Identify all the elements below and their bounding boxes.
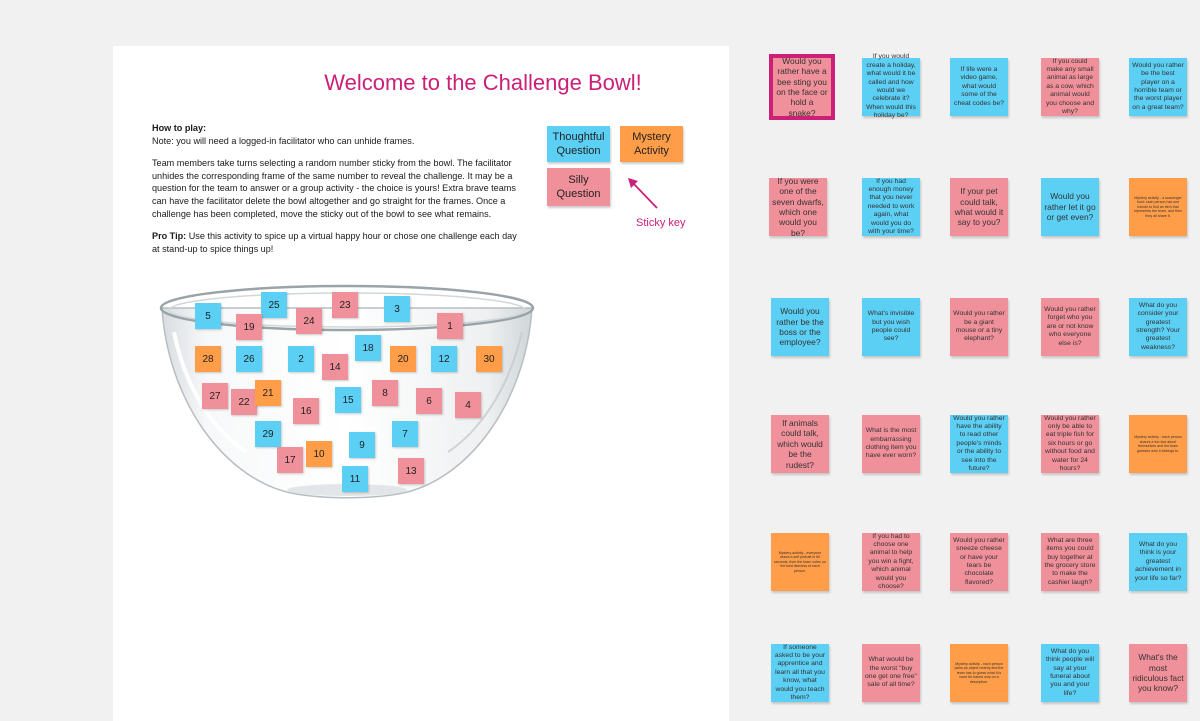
bowl-sticky[interactable]: 4 <box>455 392 481 418</box>
challenge-card[interactable]: What would be the worst "buy one get one free" sale of all time? <box>862 644 920 702</box>
instructions-body: Team members take turns selecting a random number sticky from the bowl. The facilitator unhides the corresponding frame of the same number to reveal the challenge. It may be a question for the team to answer or a group activity - the choice is yours! Extra brave teams can have the facilitator delete the bowl altogether and go straight for the frames. Once a challenge has been completed, move the sticky out of the bowl to see what remains. <box>152 158 516 219</box>
challenge-card[interactable]: Would you rather only be able to eat triple fish for six hours or go without food and water for 24 hours? <box>1041 415 1099 473</box>
challenge-card[interactable]: What do you think is your greatest achievement in your life so far? <box>1129 533 1187 591</box>
challenge-card[interactable]: What is the most embarrassing clothing item you have ever worn? <box>862 415 920 473</box>
challenge-card[interactable]: If animals could talk, which would be the rudest? <box>771 415 829 473</box>
bowl-sticky[interactable]: 15 <box>335 387 361 413</box>
challenge-card[interactable]: Mystery activity - each person shares a fun fact about themselves and the team guesses who it belongs to. <box>1129 415 1187 473</box>
challenge-card[interactable]: What are three items you could buy together at the grocery store to make the cashier laugh? <box>1041 533 1099 591</box>
challenge-card[interactable]: Would you rather have a bee sting you on the face or hold a snake? <box>773 58 831 116</box>
challenge-card[interactable]: What do you consider your greatest strength? Your greatest weakness? <box>1129 298 1187 356</box>
bowl-sticky[interactable]: 11 <box>342 466 368 492</box>
arrow-icon <box>624 174 664 214</box>
bowl-sticky[interactable]: 10 <box>306 441 332 467</box>
challenge-card[interactable]: If you were one of the seven dwarfs, which one would you be? <box>769 178 827 236</box>
challenge-card[interactable]: If someone asked to be your apprentice and learn all that you know, what would you teach them? <box>771 644 829 702</box>
challenge-card[interactable]: If life were a video game, what would some of the cheat codes be? <box>950 58 1008 116</box>
bowl-sticky[interactable]: 24 <box>296 308 322 334</box>
bowl-sticky[interactable]: 1 <box>437 313 463 339</box>
challenge-card[interactable]: If you had enough money that you never needed to work again, what would you do with your time? <box>862 178 920 236</box>
challenge-card[interactable]: Mystery activity - each person picks an object nearby and the team has to guess what it is used for based only on a description. <box>950 644 1008 702</box>
bowl-sticky[interactable]: 2 <box>288 346 314 372</box>
challenge-card[interactable]: If you would create a holiday, what would it be called and how would we celebrate it? When would this holiday be? <box>862 58 920 116</box>
key-silly-question[interactable]: Silly Question <box>547 168 610 206</box>
bowl-sticky[interactable]: 16 <box>293 398 319 424</box>
challenge-card[interactable]: What's invisible but you wish people could see? <box>862 298 920 356</box>
challenge-card[interactable]: Would you rather have the ability to read other people's minds or the ability to see into the future? <box>950 415 1008 473</box>
challenge-card[interactable]: Would you rather be a giant mouse or a tiny elephant? <box>950 298 1008 356</box>
bowl-sticky[interactable]: 17 <box>277 447 303 473</box>
challenge-card[interactable]: If your pet could talk, what would it say to you? <box>950 178 1008 236</box>
page-title: Welcome to the Challenge Bowl! <box>324 70 642 95</box>
bowl-sticky[interactable]: 12 <box>431 346 457 372</box>
challenge-card[interactable]: Would you rather let it go or get even? <box>1041 178 1099 236</box>
challenge-card[interactable]: Would you rather be the best player on a horrible team or the worst player on a great team? <box>1129 58 1187 116</box>
bowl-sticky[interactable]: 23 <box>332 292 358 318</box>
bowl-sticky[interactable]: 25 <box>261 292 287 318</box>
challenge-card[interactable]: Mystery activity - a scavenger hunt: each person has one minute to find an item that represents the team, and then they all share it. <box>1129 178 1187 236</box>
bowl-sticky[interactable]: 26 <box>236 346 262 372</box>
challenge-card[interactable]: If you had to choose one animal to help you win a fight, which animal would you choose? <box>862 533 920 591</box>
challenge-card[interactable]: Would you rather forget who you are or not know who everyone else is? <box>1041 298 1099 356</box>
bowl-sticky[interactable]: 21 <box>255 380 281 406</box>
bowl-sticky[interactable]: 20 <box>390 346 416 372</box>
bowl-sticky[interactable]: 6 <box>416 388 442 414</box>
instructions-text <box>152 122 522 265</box>
bowl-sticky[interactable]: 30 <box>476 346 502 372</box>
bowl-sticky[interactable]: 13 <box>398 458 424 484</box>
challenge-card[interactable]: Would you rather sneeze cheese or have your tears be chocolate flavored? <box>950 533 1008 591</box>
bowl-sticky[interactable]: 29 <box>255 421 281 447</box>
bowl-sticky[interactable]: 19 <box>236 314 262 340</box>
challenge-card[interactable]: If you could make any small animal as large as a cow, which animal would you choose and why? <box>1041 58 1099 116</box>
bowl-sticky[interactable]: 7 <box>392 421 418 447</box>
bowl-sticky[interactable]: 28 <box>195 346 221 372</box>
bowl-sticky[interactable]: 27 <box>202 383 228 409</box>
pro-tip-label: Pro Tip: <box>152 231 187 242</box>
sticky-key-label: Sticky key <box>636 217 686 229</box>
facilitator-note: Note: you will need a logged-in facilitator who can unhide frames. <box>152 135 415 146</box>
challenge-card[interactable]: What do you think people will say at your funeral about you and your life? <box>1041 644 1099 702</box>
bowl-sticky[interactable]: 5 <box>195 303 221 329</box>
bowl-sticky[interactable]: 18 <box>355 335 381 361</box>
pro-tip-text: Use this activity to spice up a virtual happy hour or chose one challenge each day at stand-up to spice things up! <box>152 231 517 254</box>
bowl-sticky[interactable]: 3 <box>384 296 410 322</box>
challenge-card[interactable]: Would you rather be the boss or the employee? <box>771 298 829 356</box>
bowl-sticky[interactable]: 8 <box>372 380 398 406</box>
bowl-sticky[interactable]: 22 <box>231 389 257 415</box>
how-to-play-heading: How to play: <box>152 123 207 133</box>
bowl-sticky[interactable]: 9 <box>349 432 375 458</box>
challenge-card[interactable]: What's the most ridiculous fact you know? <box>1129 644 1187 702</box>
key-thoughtful-question[interactable]: Thoughtful Question <box>547 126 610 162</box>
key-mystery-activity[interactable]: Mystery Activity <box>620 126 683 162</box>
challenge-card[interactable]: Mystery activity - everyone draws a self portrait in 60 seconds, then the team votes on the best likeness of each person. <box>771 533 829 591</box>
bowl-sticky[interactable]: 14 <box>322 354 348 380</box>
